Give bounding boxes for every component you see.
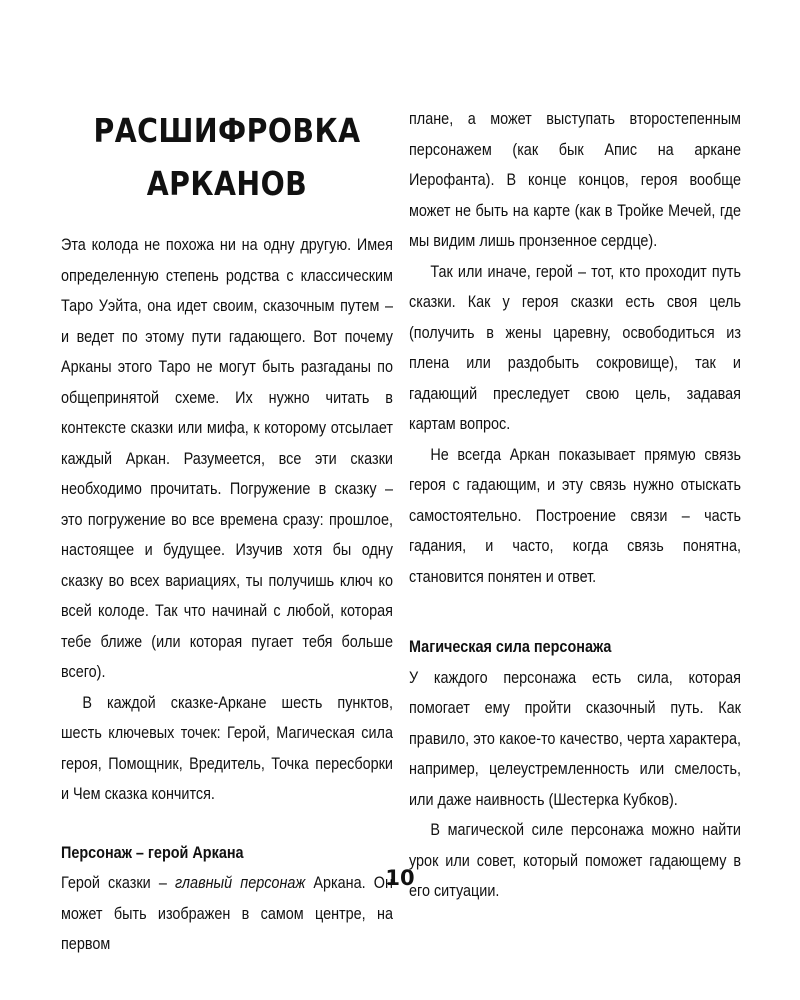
hero-paragraph-end: Аркана. Он может быть изображен в самом центре, на первом bbox=[61, 874, 393, 953]
key-points-paragraph: В каждой сказке-Аркане шесть пунктов, шесть ключевых точек: Герой, Магическая сила героя, Помощник, Вредитель, Точка пересборки и Чем сказка кончится. bbox=[61, 693, 393, 803]
title-line-1: РАСШИФРОВКА bbox=[93, 111, 361, 150]
magic-lesson-paragraph: В магической силе персонажа можно найти урок или совет, который поможет гадающему в его ситуации. bbox=[409, 821, 741, 900]
right-column bbox=[409, 104, 741, 907]
section-heading-magic-power: Магическая сила персонажа bbox=[409, 638, 612, 656]
hero-paragraph-italic: главный персонаж bbox=[174, 874, 306, 892]
hero-connection-paragraph: Не всегда Аркан показывает прямую связь героя с гадающим, и эту связь нужно отыскать самостоятельно. Построение связи – часть гадания, и часто, когда связь понятна, становится понятен и ответ. bbox=[409, 445, 741, 586]
magic-power-paragraph: У каждого персонажа есть сила, которая помогает ему пройти сказочный путь. Как правило, это какое-то качество, черта характера, например, целеустремленность или смелость, или даже наивность (Шестерка Кубков). bbox=[409, 668, 741, 809]
page-title bbox=[84, 104, 370, 210]
intro-paragraph: Эта колода не похожа ни на одну другую. Имея определенную степень родства с классическим Таро Уэйта, она идет своим, сказочным путем – и ведет по этому пути гадающего. Вот почему Арканы этого Таро не могут быть разгаданы по общепринятой схеме. Их нужно читать в контексте сказки или мифа, к которому отсылает каждый Аркан. Разумеется, все эти сказки необходимо прочитать. Погружение в сказку – это погружение во все времена сразу: прошлое, настоящее и будущее. Изучив хотя бы одну сказку во всех вариациях, ты получишь ключ ко всей колоде. Так что начинай с любой, которая тебе ближе (или которая пугает тебя больше всего). bbox=[61, 236, 393, 681]
section-heading-hero: Персонаж – герой Аркана bbox=[61, 843, 244, 862]
hero-path-paragraph: Так или иначе, герой – тот, кто проходит путь сказки. Как у героя сказки есть своя цель (получить в жены царевну, освободиться из плена или раздобыть сокровище), так и гадающий преследует свою цель, задавая картам вопрос. bbox=[409, 262, 741, 433]
left-column bbox=[61, 104, 393, 960]
hero-continued-paragraph: плане, а может выступать второстепенным персонажем (как бык Апис на аркане Иерофанта). В конце концов, героя вообще может не быть на карте (как в Тройке Мечей, где мы видим лишь пронзенное сердце). bbox=[409, 110, 741, 250]
page-number: 10 bbox=[385, 866, 415, 890]
title-line-2: АРКАНОВ bbox=[146, 164, 308, 203]
hero-paragraph-start: Герой сказки – bbox=[61, 874, 175, 892]
